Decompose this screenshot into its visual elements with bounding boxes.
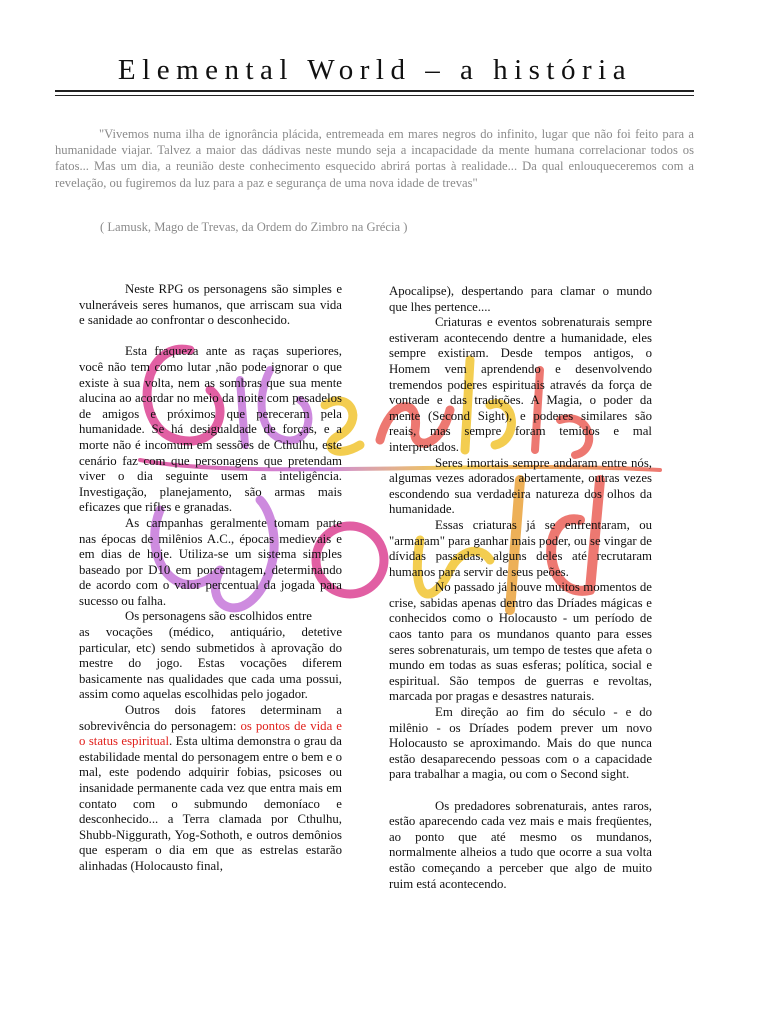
left-paragraph-5-end: . Esta ultima demonstra o grau da estabilidade mental do personagem entre o bem e o mal, este podendo adquirir fobias, psicoses ou insanidade permanente cada vez que entra mais em contato com o submundo demoníaco e desconhecido... a Terra clamada por Cthulhu, Shubb-Niggurath, Yog-Sothoth, e outros demônios que esperam o dia em que as estrelas estarão alinhadas (Holocausto final,	[79, 734, 342, 873]
left-paragraph-1: Neste RPG os personagens são simples e vulneráveis seres humanos, que arriscam sua vida e sanidade ao confrontar o desconhecido.	[79, 282, 342, 328]
right-paragraph-4: Essas criaturas já se enfrentaram, ou "armaram" para ganhar mais poder, ou se vingar de dívidas passadas, alguns deles até recrutaram humanos para servir de seus peões.	[389, 517, 652, 579]
left-paragraph-4: as vocações (médico, antiquário, detetive particular, etc) sendo submetidos à aprovação do mestre do jogo. Estas vocações diferem basicamente nas qualidades que cada uma possui, assim como aquelas escolhidas pelo jogador.	[79, 625, 342, 702]
right-paragraph-3: Seres imortais sempre andaram entre nós, algumas vezes adorados abertamente, outras vezes escondendo sua verdadeira natureza dos olhos da humanidade.	[389, 455, 652, 517]
epigraph-quote	[55, 126, 694, 191]
document-title: Elemental World – a história	[117, 54, 633, 86]
right-paragraph-2: Criaturas e eventos sobrenaturais sempre estiveram acontecendo dentre a humanidade, eles sempre existiram. Desde tempos antigos, o Homem vem aprendendo e desenvolvendo tremendos poderes espirituais através da força de vontade e das tradições. A Magia, o poder da mente (Second Sight), e poderes similares são reais, mas sempre foram temidos e mal interpretados.	[389, 315, 652, 454]
title-rule-thick	[55, 90, 694, 92]
right-column	[389, 284, 652, 892]
right-paragraph-5: No passado já houve muitos momentos de crise, sabidas apenas dentro das Dríades mágicas e conhecidos como o Holocausto - um período de caos tanto para os mundanos quanto para esses seres sobrenaturais, um tempo de testes que afeta o mundo em todas as suas esferas; política, social e espiritual. São tempos de guerras e revoltas, marcada por pragas e desastres naturais.	[389, 580, 652, 704]
right-paragraph-7: Os predadores sobrenaturais, antes raros, estão aparecendo cada vez mais e mais freqüentes, ao ponto que até mesmo os mundanos, normalmente alheios a tudo que ocorre a sua volta estão começando a perceber que algo de muito ruim está acontecendo.	[389, 798, 652, 891]
left-paragraph-5-start: Outros dois fatores determinam a sobrevivência do personagem:	[79, 703, 342, 733]
left-paragraph-4-first-line: Os personagens são escolhidos entre	[125, 609, 312, 624]
highlighted-text: os pontos de vida e o status espiritual	[79, 718, 342, 749]
right-paragraph-1: Apocalipse), despertando para clamar o mundo que lhes pertence....	[389, 284, 652, 314]
left-column	[79, 282, 342, 875]
right-paragraph-6: Em direção ao fim do século - e do milênio - os Dríades podem prever um novo Holocausto se aproximando. Mais do que nunca estão desaparecendo pessoas com o a capacidade para trabalhar a magia, ou com o Second sight.	[389, 705, 652, 782]
left-paragraph-5	[79, 703, 342, 875]
left-paragraph-3: As campanhas geralmente tomam parte nas épocas de milênios A.C., épocas medievais e em dias de hoje. Utiliza-se um sistema simples baseado por D10 em porcentagem, determinando de acordo com o valor percentual da jogada para sucesso ou falha.	[79, 515, 342, 608]
title-rule-thin	[55, 95, 694, 96]
epigraph-attribution: ( Lamusk, Mago de Trevas, da Ordem do Zimbro na Grécia )	[100, 220, 408, 234]
left-paragraph-2: Esta fraqueza ante as raças superiores, você não tem como lutar ,não pode ignorar o que existe à sua volta, nem as sombras que sua mente alucina ao acordar no meio da noite com pesadelos de amigos e próximos que pereceram pela humanidade. Se há desigualdade de forças, e a morte não é incomum em sessões de Cthulhu, este cenário faz com que personagens que pretendam viver o dia seguinte usem a inteligência. Investigação, planejamento, são armas mais eficazes que rifles e granadas.	[79, 344, 342, 515]
epigraph-text: "Vivemos numa ilha de ignorância plácida, entremeada em mares negros do infinito, lugar que não foi feito para a humanidade viajar. Talvez a maior das dádivas neste mundo seja a incapacidade da mente humana correlacionar todos os fatos... Mas um dia, a reunião deste conhecimento esquecido abrirá portas à realidade... Da qual enlouqueceremos com a revelação, ou fugiremos da luz para a paz e segurança de uma nova idade de trevas"	[55, 127, 694, 190]
